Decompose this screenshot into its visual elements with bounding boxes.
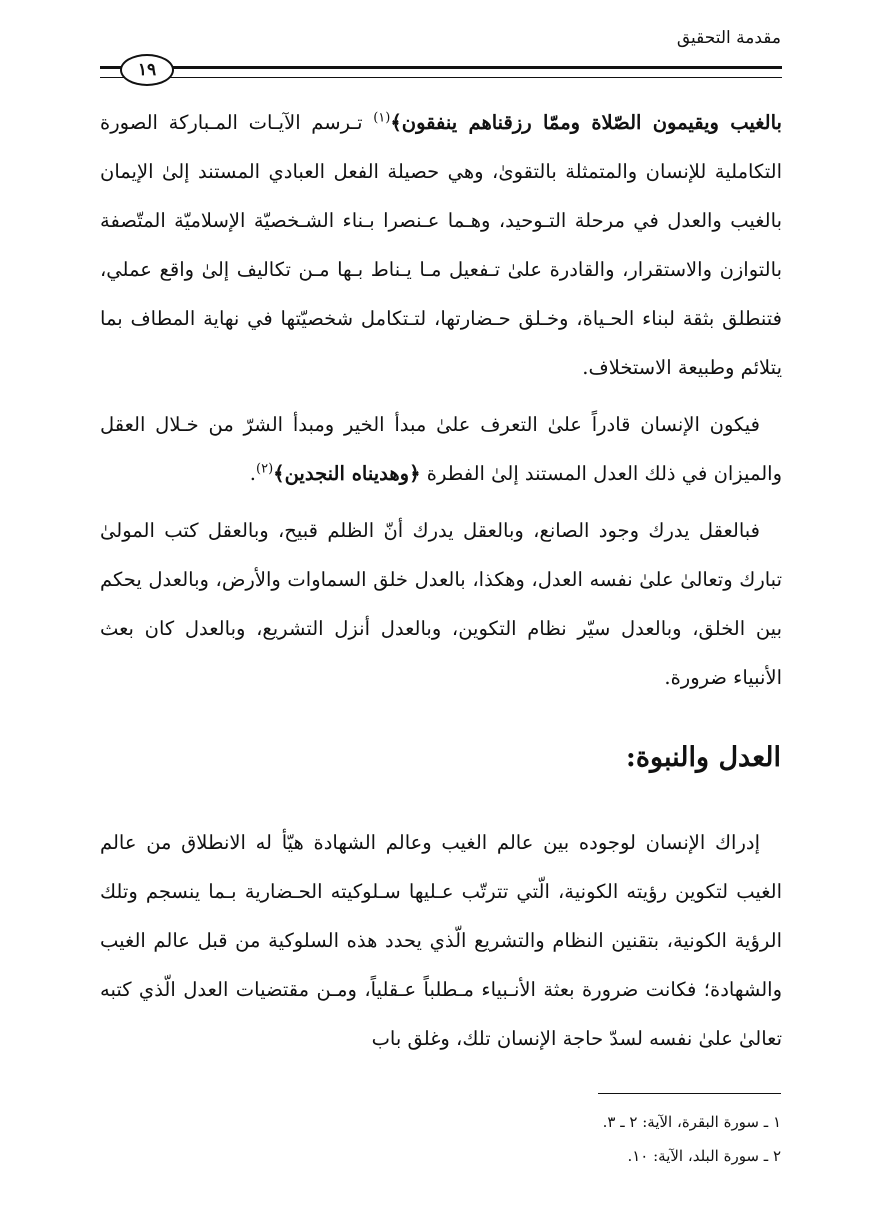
footnotes bbox=[99, 1105, 781, 1173]
footnote-2: ٢ ـ سورة البلد، الآية: ١٠. bbox=[627, 1147, 781, 1165]
footnote-1: ١ ـ سورة البقرة، الآية: ٢ ـ ٣. bbox=[602, 1113, 781, 1131]
running-header-title: مقدمة التحقيق bbox=[676, 28, 781, 48]
section-paragraph-1: إدراك الإنسان لوجوده بين عالم الغيب وعالم الشهادة هيّأ له الانطلاق من عالم الغيب لتكوين رؤيته الكونية، الّتي تترتّب عـليها سـلوكيته الحـضارية بـما ينسجم وتلك الرؤية الكونية، بتقنين النظام والتشريع الّذي يحدد هذه السلوكية من قبل عالم الغيب والشهادة؛ فكانت ضرورة بعثة الأنـبياء مـطلباً عـقلياً، ومـن مقتضيات العدل الّذي كتبه تعالىٰ علىٰ نفسه لسدّ حاجة الإنسان تلك، وغلق باب bbox=[100, 831, 782, 1050]
section-heading: العدل والنبوة: bbox=[625, 742, 781, 773]
page-number: ١٩ bbox=[137, 60, 157, 80]
paragraph-3: فبالعقل يدرك وجود الصانع، وبالعقل يدرك أنّ الظلم قبيح، وبالعقل كتب المولىٰ تبارك وتعالىٰ علىٰ نفسه العدل، وهكذا، بالعدل خلق السماوات والأرض، وبالعدل يحكم بين الخلق، وبالعدل سيّر نظام التكوين، وبالعدل أنزل التشريع، وبالعدل كان بعث الأنبياء ضرورة. bbox=[100, 519, 782, 689]
paragraph-2 bbox=[100, 400, 782, 498]
footnote-ref-1: (١) bbox=[373, 110, 391, 126]
paragraph-1-text: تـرسم الآيـات المـباركة الصورة التكاملية للإنسان والمتمثلة بالتقوىٰ، وهي حصيلة الفعل العبادي المستند إلىٰ الإيمان بالغيب والعدل في مرحلة التـوحيد، وهـما عـنصرا بـناء الشـخصيّة الإسلاميّة المتّصفة بالتوازن والاستقرار، والقادرة علىٰ تـفعيل مـا يـناط بـها مـن تكاليف إلىٰ واقع عملي، فتنطلق بثقة لبناء الحـياة، وخـلق حـضارتها، لتـتكامل شخصيّتها في نهاية المطاف بما يتلائم وطبيعة الاستخلاف. bbox=[100, 111, 782, 379]
paragraph-1 bbox=[100, 98, 782, 392]
header-rule-thin bbox=[100, 77, 782, 78]
page-number-badge bbox=[120, 54, 174, 86]
quran-verse-2: ﴿وهديناه النجدين﴾ bbox=[273, 462, 421, 485]
quran-verse-1: بالغيب ويقيمون الصّلاة وممّا رزقناهم ينفقون﴾ bbox=[390, 111, 782, 134]
paragraph-2-end: . bbox=[249, 462, 256, 485]
main-text bbox=[100, 98, 782, 702]
paragraph-2-text: فيكون الإنسان قادراً علىٰ التعرف علىٰ مبدأ الخير ومبدأ الشرّ من خـلال العقل والميزان في ذلك العدل المستند إلىٰ الفطرة bbox=[100, 413, 782, 485]
section-text bbox=[100, 818, 782, 1063]
footnote-rule bbox=[598, 1093, 781, 1094]
footnote-ref-2: (٢) bbox=[256, 461, 274, 477]
header-rule-thick bbox=[100, 66, 782, 69]
